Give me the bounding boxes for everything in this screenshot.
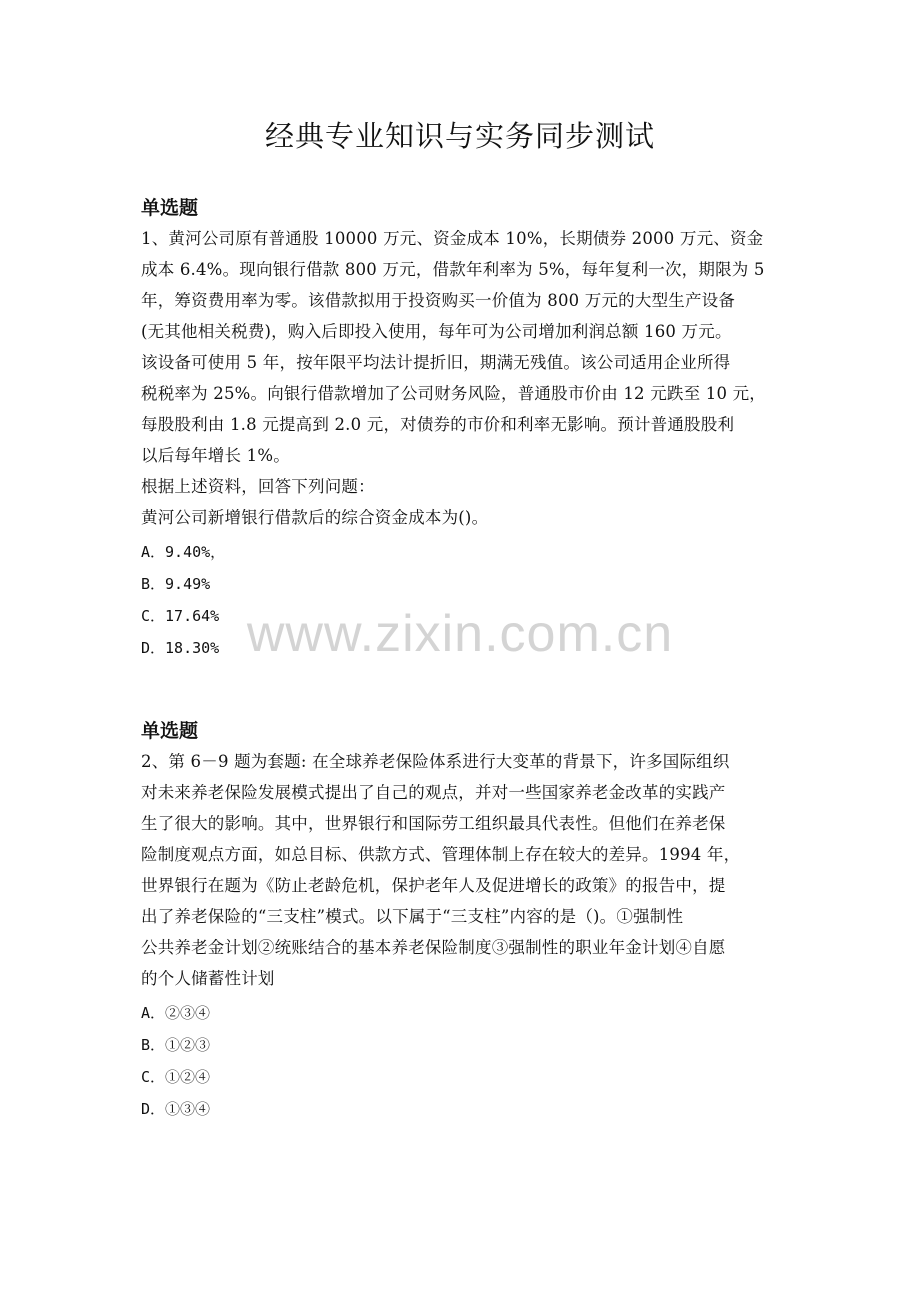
question-line: 每股股利由 1.8 元提高到 2.0 元，对债券的市价和利率无影响。预计普通股股利	[141, 415, 735, 434]
watermark: www.zixin.com.cn	[246, 605, 674, 663]
question-line: 公共养老金计划②统账结合的基本养老保险制度③强制性的职业年金计划④自愿	[141, 938, 726, 957]
option-c: C．①②④	[141, 1068, 211, 1086]
question-line: 成本 6.4%。现向银行借款 800 万元，借款年利率为 5%，每年复利一次，期限为 5	[141, 260, 765, 279]
question-line: 税税率为 25%。向银行借款增加了公司财务风险，普通股市价由 12 元跌至 10 元，	[141, 384, 766, 403]
option-d: D．18.30%	[141, 639, 220, 657]
question-line: 的个人储蓄性计划	[141, 969, 275, 988]
option-b: B．①②③	[141, 1036, 211, 1054]
option-a: A．②③④	[141, 1004, 211, 1022]
option-b: B．9.49%	[141, 575, 211, 593]
option-list	[141, 997, 791, 1125]
section-heading: 单选题	[141, 720, 199, 742]
question-line: 该设备可使用 5 年，按年限平均法计提折旧，期满无残值。该公司适用企业所得	[141, 353, 731, 372]
option-c: C．17.64%	[141, 607, 220, 625]
question-line: 对未来养老保险发展模式提出了自己的观点，并对一些国家养老金改革的实践产	[141, 783, 726, 802]
question-line: 1、黄河公司原有普通股 10000 万元、资金成本 10%，长期债券 2000 万元、资金	[141, 229, 764, 248]
question-line: 年，筹资费用率为零。该借款拟用于投资购买一价值为 800 万元的大型生产设备	[141, 291, 736, 310]
section-heading: 单选题	[141, 197, 199, 219]
question-line: 出了养老保险的“三支柱”模式。以下属于“三支柱”内容的是（)。①强制性	[141, 907, 684, 926]
question-block	[141, 193, 791, 664]
question-line: (无其他相关税费)，购入后即投入使用，每年可为公司增加利润总额 160 万元。	[141, 322, 732, 341]
option-d: D．①③④	[141, 1100, 211, 1118]
question-line: 根据上述资料，回答下列问题：	[141, 477, 375, 496]
question-stem	[141, 223, 791, 533]
page-title: 经典专业知识与实务同步测试	[264, 119, 655, 153]
question-block	[141, 716, 791, 1125]
question-line: 2、第 6－9 题为套题: 在全球养老保险体系进行大变革的背景下，许多国际组织	[141, 752, 730, 771]
option-list	[141, 536, 791, 664]
question-line: 险制度观点方面，如总目标、供款方式、管理体制上存在较大的差异。1994 年，	[141, 845, 741, 864]
question-line: 黄河公司新增银行借款后的综合资金成本为()。	[141, 508, 489, 527]
question-stem	[141, 746, 791, 994]
question-line: 生了很大的影响。其中，世界银行和国际劳工组织最具代表性。但他们在养老保	[141, 814, 726, 833]
question-line: 以后每年增长 1%。	[141, 446, 290, 465]
question-line: 世界银行在题为《防止老龄危机，保护老年人及促进增长的政策》的报告中，提	[141, 876, 726, 895]
option-a: A．9.40%，	[141, 543, 226, 561]
